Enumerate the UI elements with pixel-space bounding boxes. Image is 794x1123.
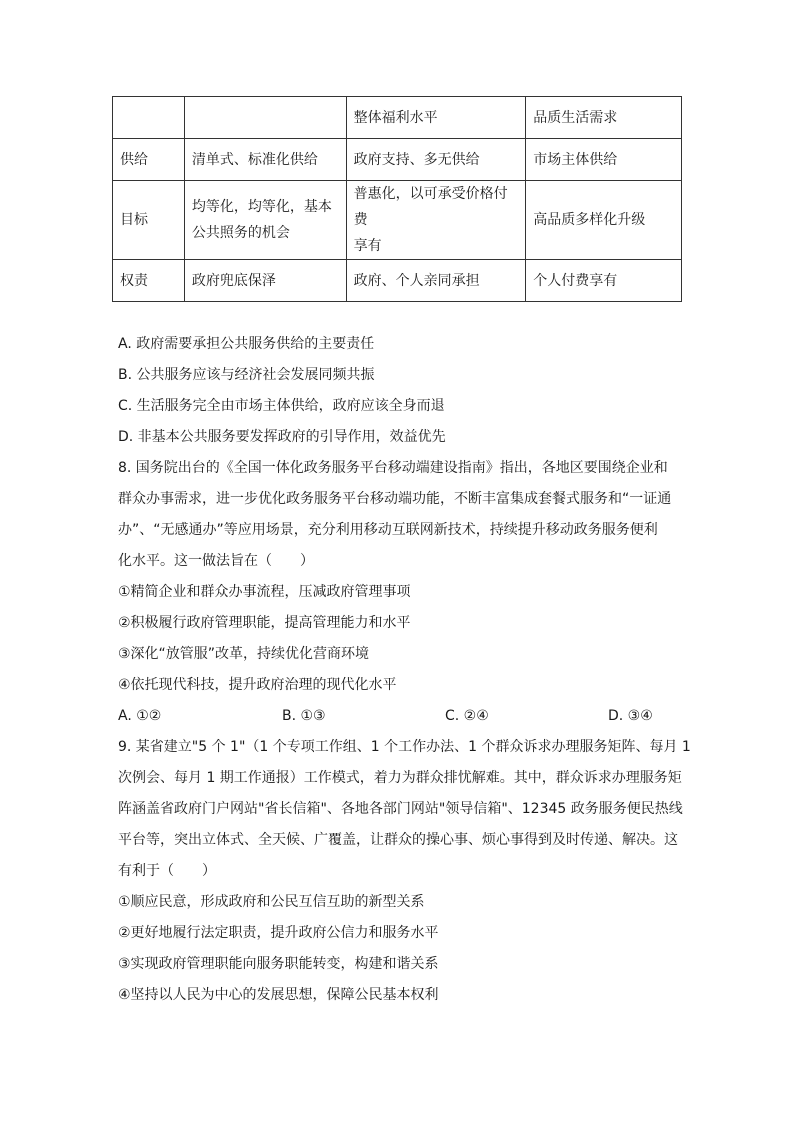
q9-statement-4: ④坚持以人民为中心的发展思想，保障公民基本权利 <box>118 987 439 1003</box>
cell-line: 均等化，均等化，基本 <box>191 199 332 215</box>
q8-choice-d: D. ③④ <box>608 708 653 724</box>
q9-stem-line: 阵涵盖省政府门户网站"省长信箱"、各地各部门网站"领导信箱"、12345 政务服务便民热线 <box>118 801 683 817</box>
q8-stem-line: 办”、“无感通办”等应用场景，充分利用移动互联网新技术，持续提升移动政务服务便利 <box>118 522 658 538</box>
table-cell: 清单式、标准化供给 <box>184 139 346 181</box>
table-cell: 政府兜底保泽 <box>184 260 346 302</box>
q8-stem-line: 化水平。这一做法旨在（ ） <box>118 553 314 569</box>
q9-stem-line: 有利于（ ） <box>118 863 216 879</box>
table-cell: 品质生活需求 <box>526 97 682 139</box>
table-cell: 高品质多样化升级 <box>526 181 682 260</box>
table-cell: 供给 <box>113 139 185 181</box>
q7-option-b: B. 公共服务应该与经济社会发展同频共振 <box>118 367 375 383</box>
table-cell <box>184 181 346 260</box>
table-row <box>113 139 682 181</box>
q8-choice-a: A. ①② <box>118 708 162 724</box>
cell-line: 享有 <box>353 238 382 254</box>
q9-statement-2: ②更好地履行法定职责，提升政府公信力和服务水平 <box>118 925 439 941</box>
table-cell <box>184 97 346 139</box>
q8-statement-4: ④依托现代科技，提升政府治理的现代化水平 <box>118 677 397 693</box>
q7-option-d: D. 非基本公共服务要发挥政府的引导作用，效益优先 <box>118 429 446 445</box>
q8-choice-b: B. ①③ <box>282 708 326 724</box>
cell-line: 普惠化，以可承受价格付费 <box>353 186 508 228</box>
table-cell: 整体福利水平 <box>346 97 526 139</box>
table-cell: 权责 <box>113 260 185 302</box>
q8-statement-1: ①精简企业和群众办事流程，压减政府管理事项 <box>118 584 411 600</box>
table-cell: 个人付费享有 <box>526 260 682 302</box>
q9-stem-line: 9. 某省建立"5 个 1"（1 个专项工作组、1 个工作办法、1 个群众诉求办理服务矩阵、每月 1 <box>118 739 691 755</box>
table-cell <box>346 181 526 260</box>
table-cell <box>113 97 185 139</box>
comparison-table <box>112 96 682 302</box>
q7-option-c: C. 生活服务完全由市场主体供给，政府应该全身而退 <box>118 398 445 414</box>
table-cell: 目标 <box>113 181 185 260</box>
table-header-row <box>113 97 682 139</box>
q7-option-a: A. 政府需要承担公共服务供给的主要责任 <box>118 336 375 352</box>
q8-stem-line: 8. 国务院出台的《全国一体化政务服务平台移动端建设指南》指出，各地区要围绕企业和 <box>118 460 668 476</box>
q9-stem-line: 次例会、每月 1 期工作通报）工作模式，着力为群众排忧解难。其中，群众诉求办理服务矩 <box>118 770 682 786</box>
q9-statement-1: ①顺应民意，形成政府和公民互信互助的新型关系 <box>118 894 425 910</box>
q8-stem-line: 群众办事需求，进一步优化政务服务平台移动端功能，不断丰富集成套餐式服务和“一证通 <box>118 491 672 507</box>
table-cell: 政府支持、多无供给 <box>346 139 526 181</box>
table-cell: 市场主体供给 <box>526 139 682 181</box>
table-row <box>113 260 682 302</box>
cell-line: 公共照务的机会 <box>191 225 290 241</box>
q8-choices <box>118 706 658 726</box>
q9-statement-3: ③实现政府管理职能向服务职能转变，构建和谐关系 <box>118 956 439 972</box>
q8-statement-2: ②积极履行政府管理职能，提高管理能力和水平 <box>118 615 411 631</box>
q9-stem-line: 平台等，突出立体式、全天候、广覆盖，让群众的操心事、烦心事得到及时传递、解决。这 <box>118 832 678 848</box>
table-cell: 政府、个人亲同承担 <box>346 260 526 302</box>
table-row <box>113 181 682 260</box>
q8-choice-c: C. ②④ <box>445 708 489 724</box>
q8-statement-3: ③深化“放管服”改革，持续优化营商环境 <box>118 646 370 662</box>
